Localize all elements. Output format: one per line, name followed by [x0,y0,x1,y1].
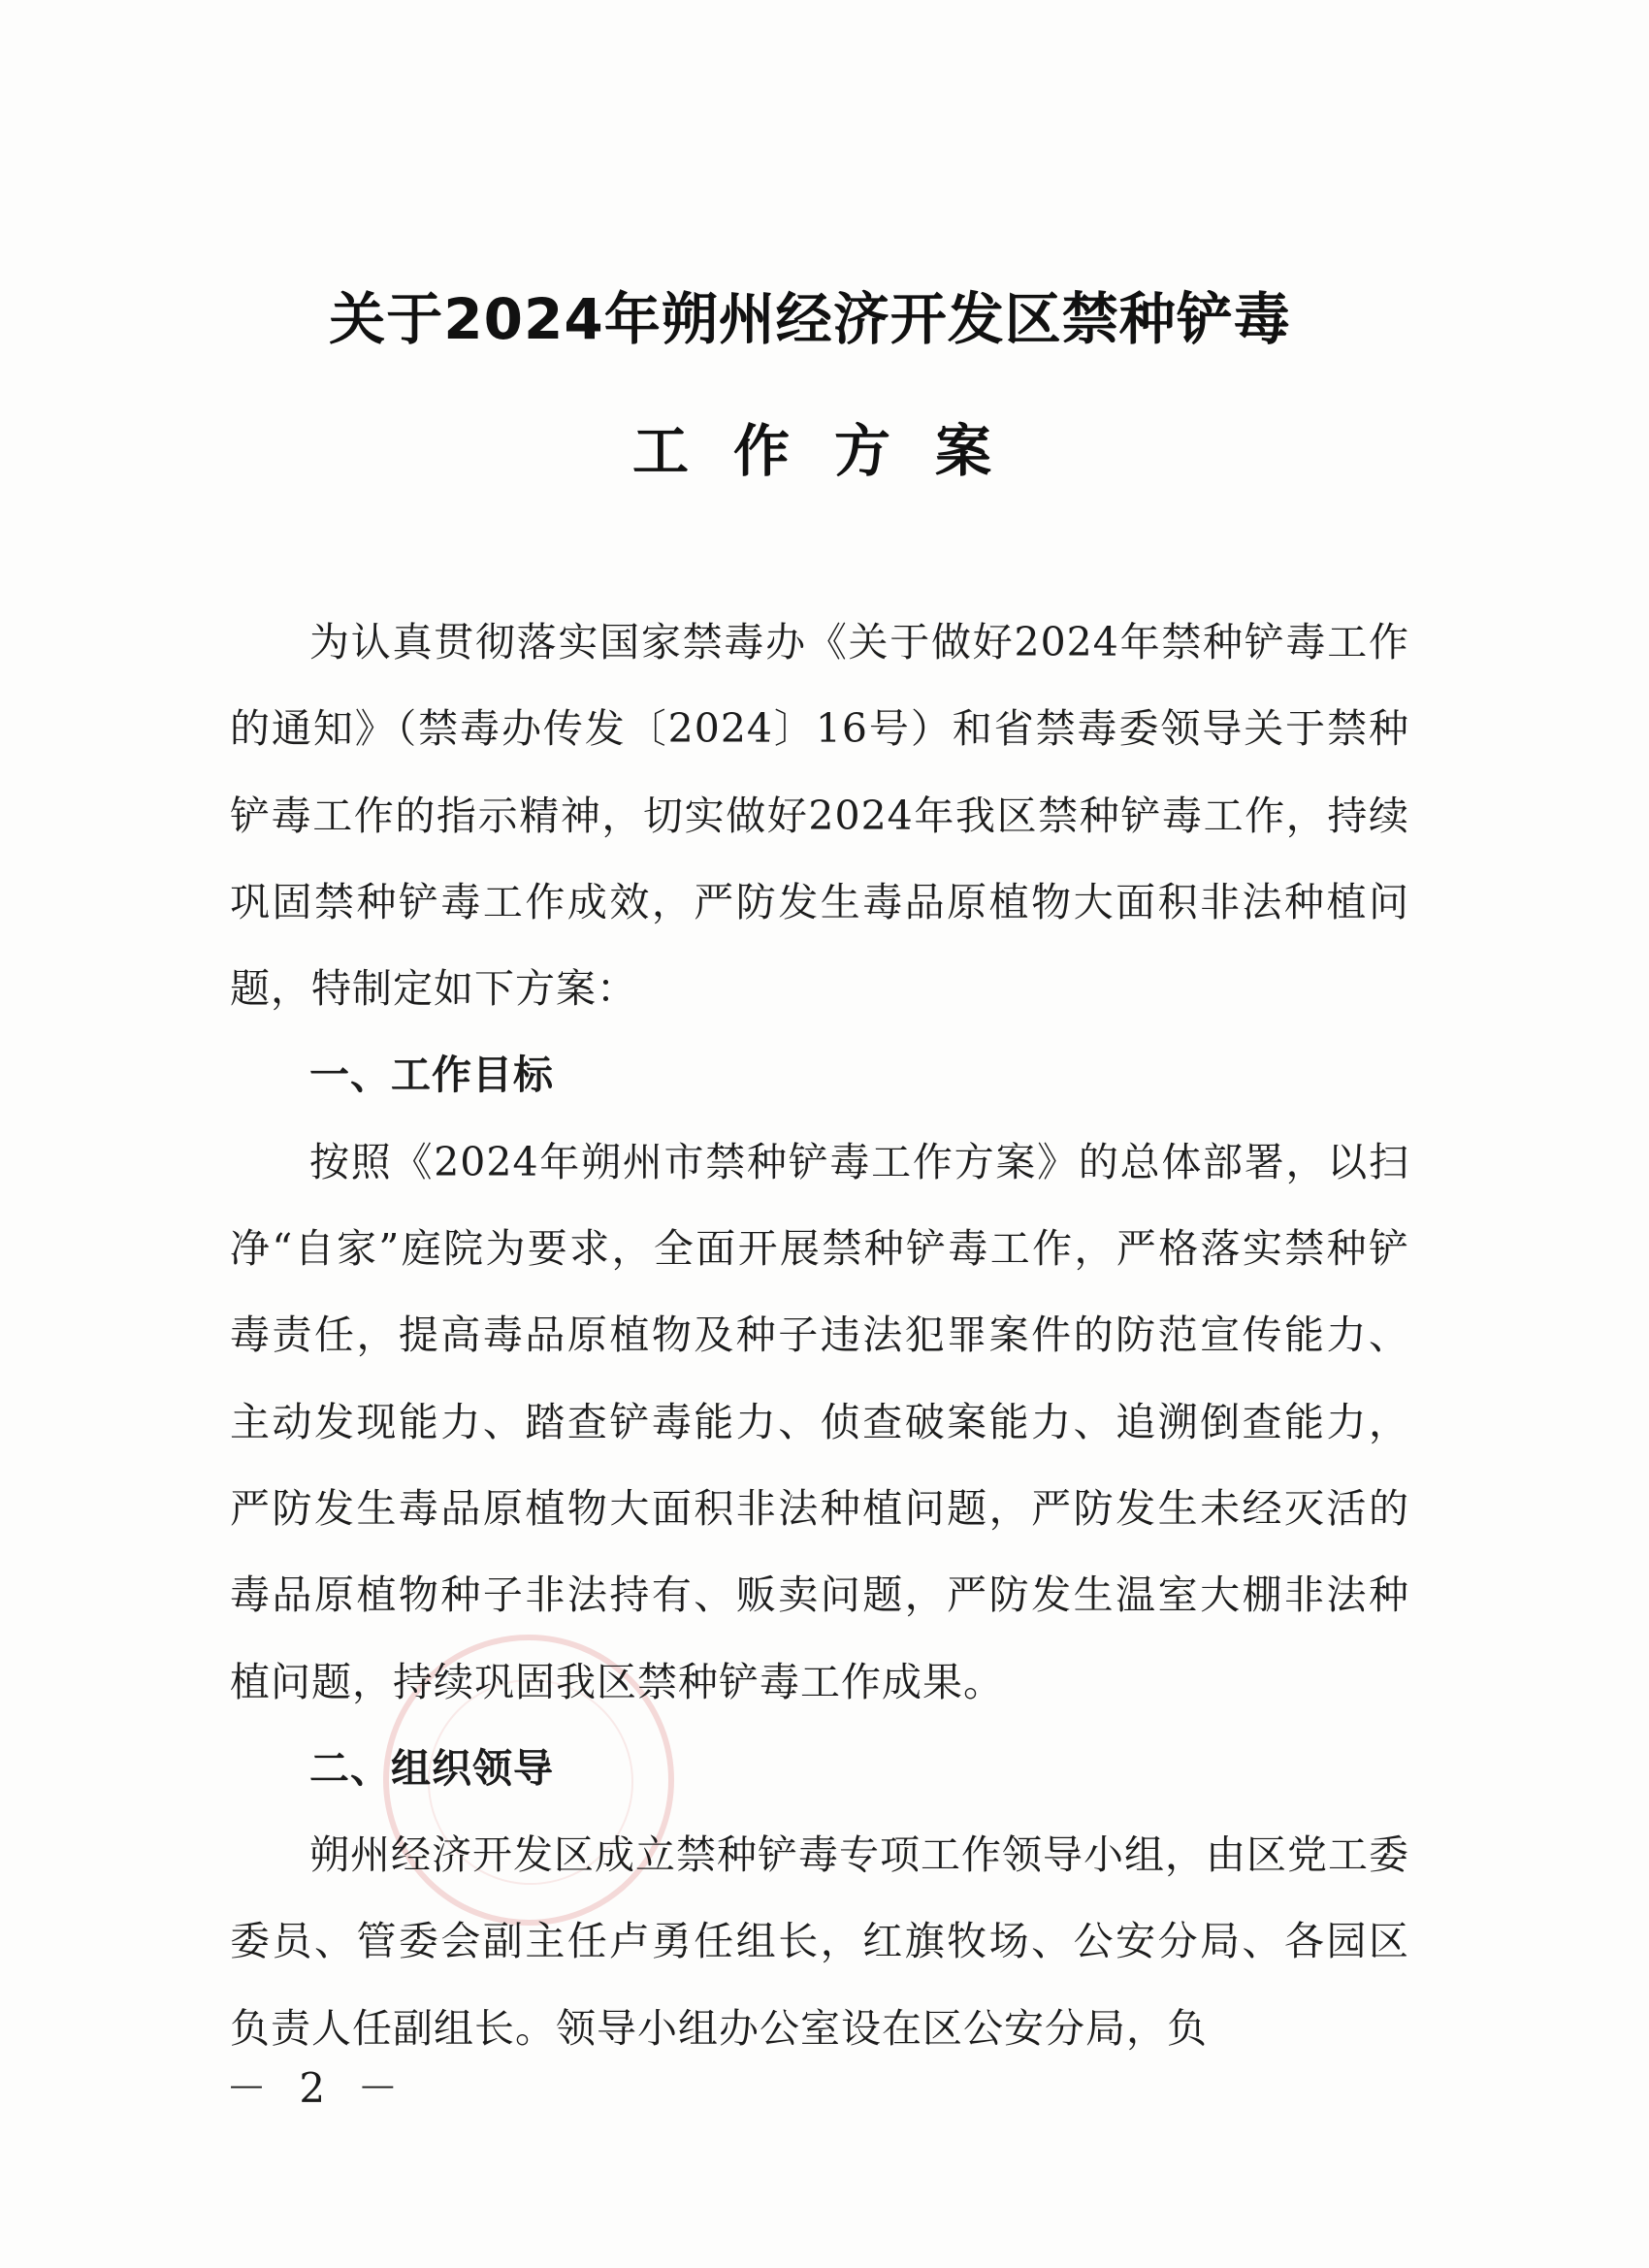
section-heading-goals: 一、工作目标 [309,1052,554,1099]
document-title-line-2: 工作方案 [631,418,1036,484]
goals-paragraph: 按照《2024年朔州市禁种铲毒工作方案》的总体部署，以扫净“自家”庭院为要求，全面开展禁种铲毒工作，严格落实禁种铲毒责任，提高毒品原植物及种子违法犯罪案件的防范宣传能力、主动发现能力、踏查铲毒能力、侦查破案能力、追溯倒查能力，严防发生毒品原植物大面积非法种植问题，严防发生未经灭活的毒品原植物种子非法持有、贩卖问题，严防发生温室大棚非法种植问题，持续巩固我区禁种铲毒工作成果。 [230,1138,1409,1705]
document-title-line-1: 关于2024年朔州经济开发区禁种铲毒 [329,286,1291,352]
section-heading-leadership: 二、组织领导 [309,1744,554,1792]
leadership-paragraph: 朔州经济开发区成立禁种铲毒专项工作领导小组，由区党工委委员、管委会副主任卢勇任组长，红旗牧场、公安分局、各园区负责人任副组长。领导小组办公室设在区公安分局，负 [230,1831,1409,2052]
document-body [230,599,1409,2072]
intro-paragraph: 为认真贯彻落实国家禁毒办《关于做好2024年禁种铲毒工作的通知》（禁毒办传发〔2024〕16号）和省禁毒委领导关于禁种铲毒工作的指示精神，切实做好2024年我区禁种铲毒工作，持续巩固禁种铲毒工作成效，严防发生毒品原植物大面积非法种植问题，特制定如下方案： [230,619,1409,1013]
page-number: － 2 － [226,2064,408,2112]
